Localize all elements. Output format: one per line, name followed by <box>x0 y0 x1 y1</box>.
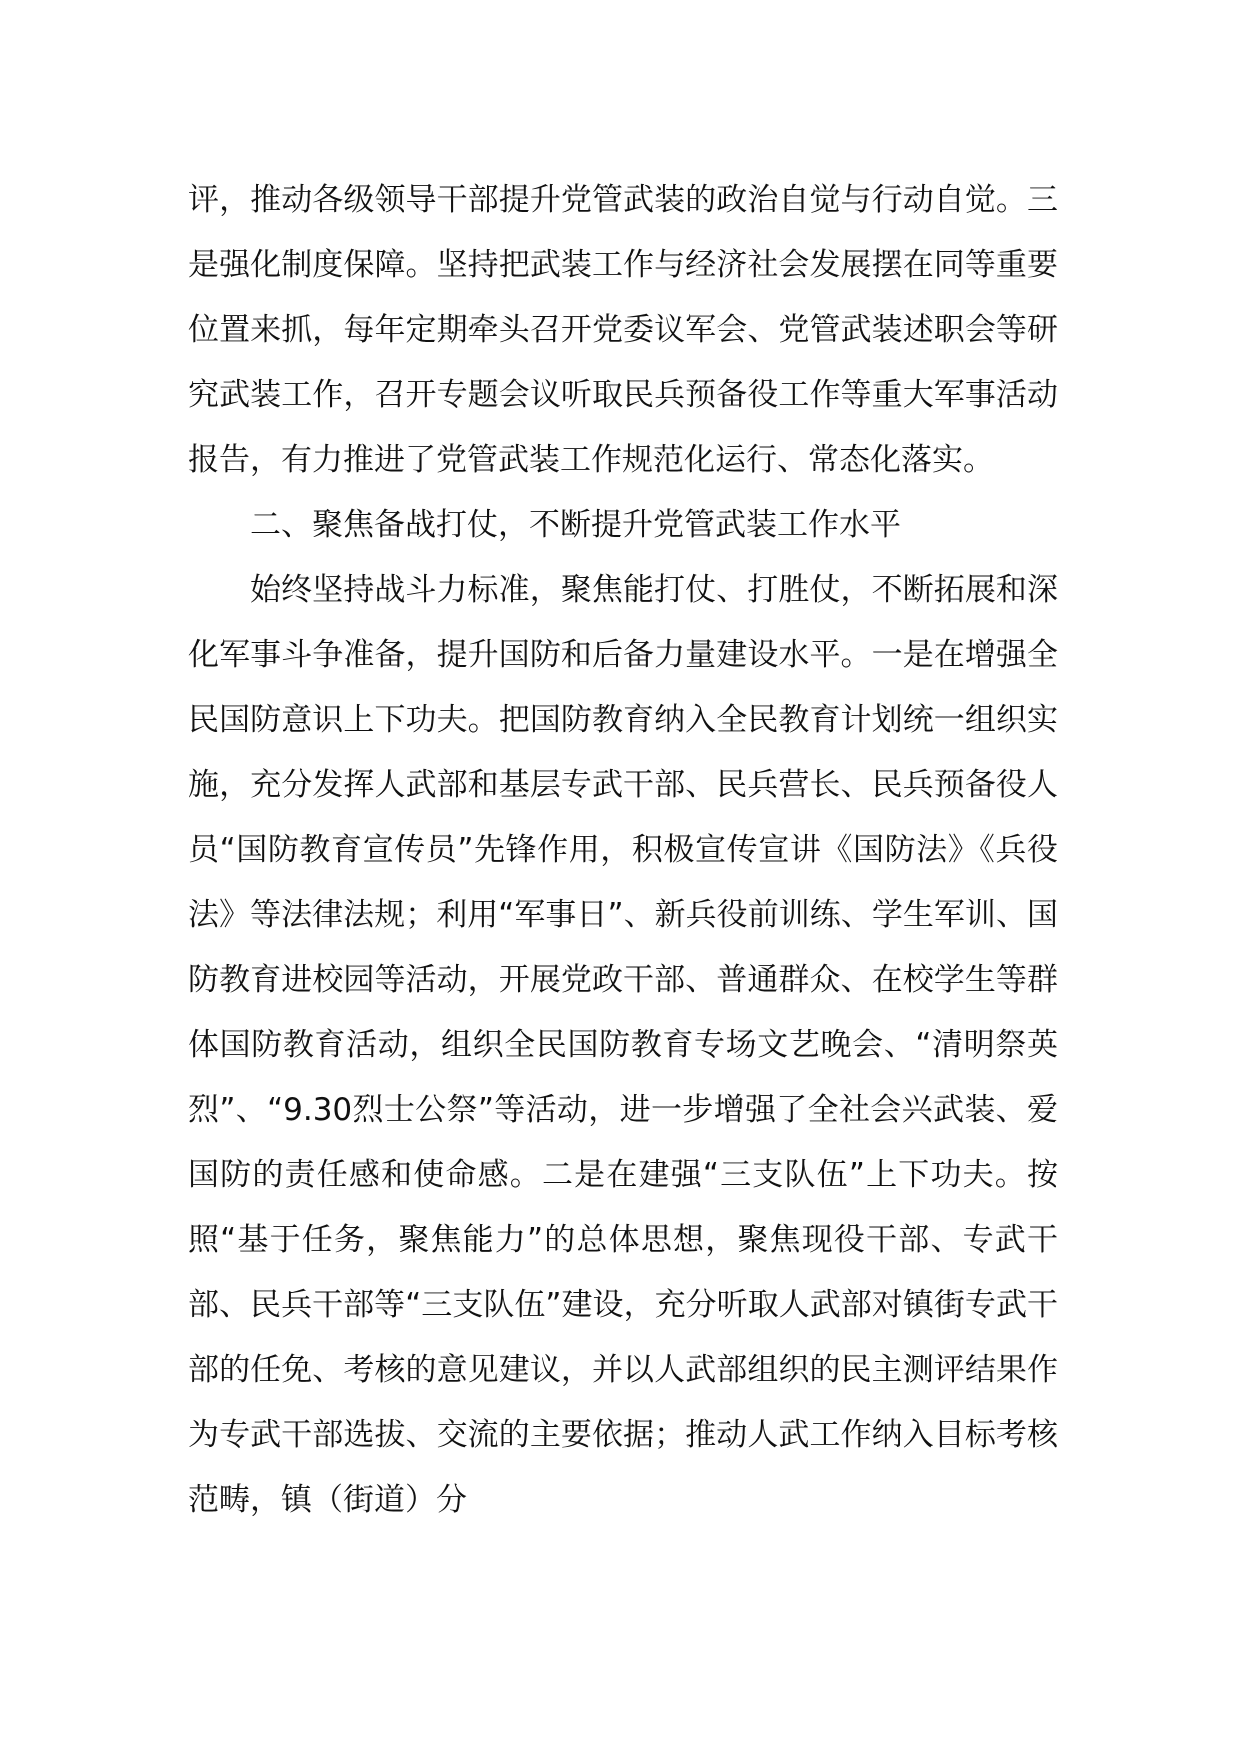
section-heading: 二、聚焦备战打仗，不断提升党管武装工作水平 <box>250 507 901 543</box>
paragraph-continuation: 评，推动各级领导干部提升党管武装的政治自觉与行动自觉。三是强化制度保障。坚持把武装工作与经济社会发展摆在同等重要位置来抓，每年定期牵头召开党委议军会、党管武装述职会等研究武装工作，召开专题会议听取民兵预备役工作等重大军事活动报告，有力推进了党管武装工作规范化运行、常态化落实。 <box>188 182 1058 478</box>
document-body <box>188 168 1058 1533</box>
paragraph-body: 始终坚持战斗力标准，聚焦能打仗、打胜仗，不断拓展和深化军事斗争准备，提升国防和后备力量建设水平。一是在增强全民国防意识上下功夫。把国防教育纳入全民教育计划统一组织实施，充分发挥人武部和基层专武干部、民兵营长、民兵预备役人员“国防教育宣传员”先锋作用，积极宣传宣讲《国防法》《兵役法》等法律法规；利用“军事日”、新兵役前训练、学生军训、国防教育进校园等活动，开展党政干部、普通群众、在校学生等群体国防教育活动，组织全民国防教育专场文艺晚会、“清明祭英烈”、“9.30烈士公祭”等活动，进一步增强了全社会兴武装、爱国防的责任感和使命感。二是在建强“三支队伍”上下功夫。按照“基于任务，聚焦能力”的总体思想，聚焦现役干部、专武干部、民兵干部等“三支队伍”建设，充分听取人武部对镇街专武干部的任免、考核的意见建议，并以人武部组织的民主测评结果作为专武干部选拔、交流的主要依据；推动人武工作纳入目标考核范畴，镇（街道）分 <box>188 572 1058 1518</box>
